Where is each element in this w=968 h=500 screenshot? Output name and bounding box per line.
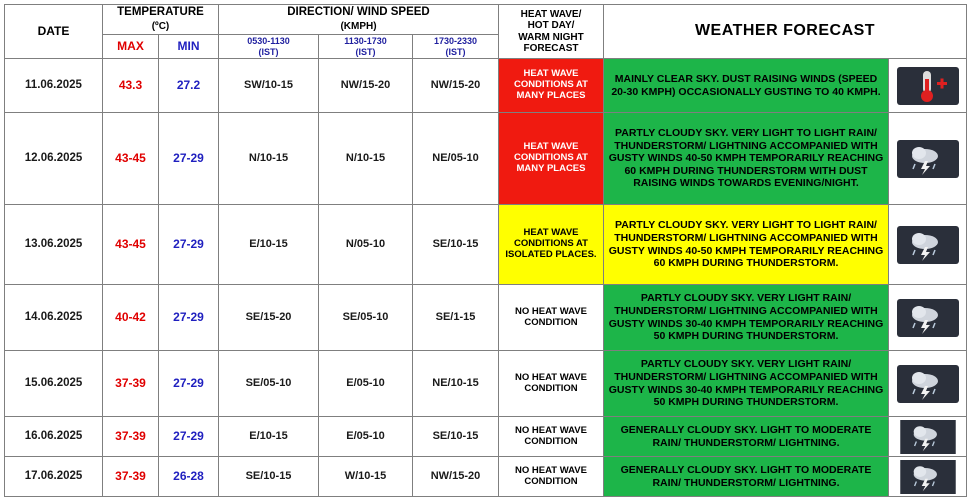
weather-icon-cell — [889, 113, 967, 205]
table-row — [5, 457, 967, 497]
forecast-table — [4, 4, 967, 497]
forecast-cell: PARTLY CLOUDY SKY. VERY LIGHT TO LIGHT RAIN/ THUNDERSTORM/ LIGHTNING ACCOMPANIED WITH GUSTY WINDS 40-50 KMPH TEMPORARILY REACHING 60 KMPH DURING THUNDERSTORM. — [604, 205, 889, 285]
wind-slot3-cell: SE/10-15 — [413, 205, 499, 285]
wind-slot3-cell: SE/10-15 — [413, 417, 499, 457]
heatwave-cell: HEAT WAVE CONDITIONS AT MANY PLACES — [499, 113, 604, 205]
date-cell: 15.06.2025 — [5, 351, 103, 417]
weather-icon-cell — [889, 205, 967, 285]
table-row — [5, 205, 967, 285]
wind-slot2-cell: SE/05-10 — [319, 285, 413, 351]
max-cell: 43-45 — [103, 113, 159, 205]
wind-slot2-cell: N/05-10 — [319, 205, 413, 285]
min-cell: 26-28 — [159, 457, 219, 497]
thunderstorm-icon — [897, 140, 959, 178]
wind-slot3-cell: NE/05-10 — [413, 113, 499, 205]
wind-slot3-cell: NW/15-20 — [413, 59, 499, 113]
slot1-header: 0530-1130 (IST) — [219, 35, 319, 59]
heatwave-cell: HEAT WAVE CONDITIONS AT ISOLATED PLACES. — [499, 205, 604, 285]
max-header: MAX — [103, 35, 159, 59]
max-cell: 40-42 — [103, 285, 159, 351]
heatwave-cell: HEAT WAVE CONDITIONS AT MANY PLACES — [499, 59, 604, 113]
max-cell: 43.3 — [103, 59, 159, 113]
wind-slot2-cell: W/10-15 — [319, 457, 413, 497]
min-cell: 27.2 — [159, 59, 219, 113]
max-cell: 37-39 — [103, 351, 159, 417]
forecast-cell: PARTLY CLOUDY SKY. VERY LIGHT RAIN/ THUNDERSTORM/ LIGHTNING ACCOMPANIED WITH GUSTY WINDS 30-40 KMPH TEMPORARILY REACHING 50 KMPH DURING THUNDERSTORM. — [604, 285, 889, 351]
thunderstorm-icon — [897, 420, 959, 454]
table-row — [5, 417, 967, 457]
thunderstorm-icon — [897, 460, 959, 494]
date-cell: 12.06.2025 — [5, 113, 103, 205]
max-cell: 37-39 — [103, 417, 159, 457]
wind-slot1-cell: SE/10-15 — [219, 457, 319, 497]
wind-slot3-cell: NW/15-20 — [413, 457, 499, 497]
table-row — [5, 285, 967, 351]
wind-slot1-cell: SW/10-15 — [219, 59, 319, 113]
weather-icon-cell — [889, 417, 967, 457]
heatwave-cell: NO HEAT WAVE CONDITION — [499, 285, 604, 351]
forecast-cell: PARTLY CLOUDY SKY. VERY LIGHT TO LIGHT RAIN/ THUNDERSTORM/ LIGHTNING ACCOMPANIED WITH GUSTY WINDS 40-50 KMPH TEMPORARILY REACHING 60 KMPH DURING THUNDERSTORM WITH DUST RAISING WINDS TOWARDS EVENING/NIGHT. — [604, 113, 889, 205]
heatwave-cell: NO HEAT WAVE CONDITION — [499, 417, 604, 457]
table-row — [5, 351, 967, 417]
wind-slot1-cell: SE/15-20 — [219, 285, 319, 351]
slot2-header: 1130-1730 (IST) — [319, 35, 413, 59]
weather-icon-cell — [889, 351, 967, 417]
hot-thermometer-icon — [897, 67, 959, 105]
min-header: MIN — [159, 35, 219, 59]
slot3-header: 1730-2330 (IST) — [413, 35, 499, 59]
min-cell: 27-29 — [159, 113, 219, 205]
wind-slot3-cell: NE/10-15 — [413, 351, 499, 417]
min-cell: 27-29 — [159, 285, 219, 351]
date-cell: 14.06.2025 — [5, 285, 103, 351]
date-cell: 13.06.2025 — [5, 205, 103, 285]
forecast-cell: PARTLY CLOUDY SKY. VERY LIGHT RAIN/ THUNDERSTORM/ LIGHTNING ACCOMPANIED WITH GUSTY WINDS 30-40 KMPH TEMPORARILY REACHING 50 KMPH DURING THUNDERSTORM. — [604, 351, 889, 417]
date-cell: 16.06.2025 — [5, 417, 103, 457]
date-cell: 11.06.2025 — [5, 59, 103, 113]
min-cell: 27-29 — [159, 417, 219, 457]
wind-slot1-cell: N/10-15 — [219, 113, 319, 205]
wind-slot1-cell: E/10-15 — [219, 205, 319, 285]
forecast-cell: GENERALLY CLOUDY SKY. LIGHT TO MODERATE RAIN/ THUNDERSTORM/ LIGHTNING. — [604, 417, 889, 457]
date-cell: 17.06.2025 — [5, 457, 103, 497]
table-row — [5, 113, 967, 205]
forecast-cell: MAINLY CLEAR SKY. DUST RAISING WINDS (SPEED 20-30 KMPH) OCCASIONALLY GUSTING TO 40 KMPH. — [604, 59, 889, 113]
heatwave-header: HEAT WAVE/ HOT DAY/ WARM NIGHT FORECAST — [499, 5, 604, 59]
forecast-cell: GENERALLY CLOUDY SKY. LIGHT TO MODERATE RAIN/ THUNDERSTORM/ LIGHTNING. — [604, 457, 889, 497]
table-row — [5, 59, 967, 113]
wind-header: DIRECTION/ WIND SPEED (KMPH) — [219, 5, 499, 35]
max-cell: 37-39 — [103, 457, 159, 497]
thunderstorm-icon — [897, 365, 959, 403]
weather-icon-cell — [889, 457, 967, 497]
thunderstorm-icon — [897, 226, 959, 264]
weather-forecast-header: WEATHER FORECAST — [604, 5, 967, 59]
wind-slot2-cell: NW/15-20 — [319, 59, 413, 113]
wind-slot1-cell: SE/05-10 — [219, 351, 319, 417]
thunderstorm-icon — [897, 299, 959, 337]
wind-slot2-cell: N/10-15 — [319, 113, 413, 205]
wind-slot2-cell: E/05-10 — [319, 417, 413, 457]
weather-icon-cell — [889, 285, 967, 351]
wind-slot3-cell: SE/1-15 — [413, 285, 499, 351]
heatwave-cell: NO HEAT WAVE CONDITION — [499, 457, 604, 497]
heatwave-cell: NO HEAT WAVE CONDITION — [499, 351, 604, 417]
min-cell: 27-29 — [159, 205, 219, 285]
date-header: DATE — [5, 5, 103, 59]
weather-icon-cell — [889, 59, 967, 113]
wind-slot2-cell: E/05-10 — [319, 351, 413, 417]
wind-slot1-cell: E/10-15 — [219, 417, 319, 457]
max-cell: 43-45 — [103, 205, 159, 285]
min-cell: 27-29 — [159, 351, 219, 417]
temperature-header: TEMPERATURE (ºC) — [103, 5, 219, 35]
